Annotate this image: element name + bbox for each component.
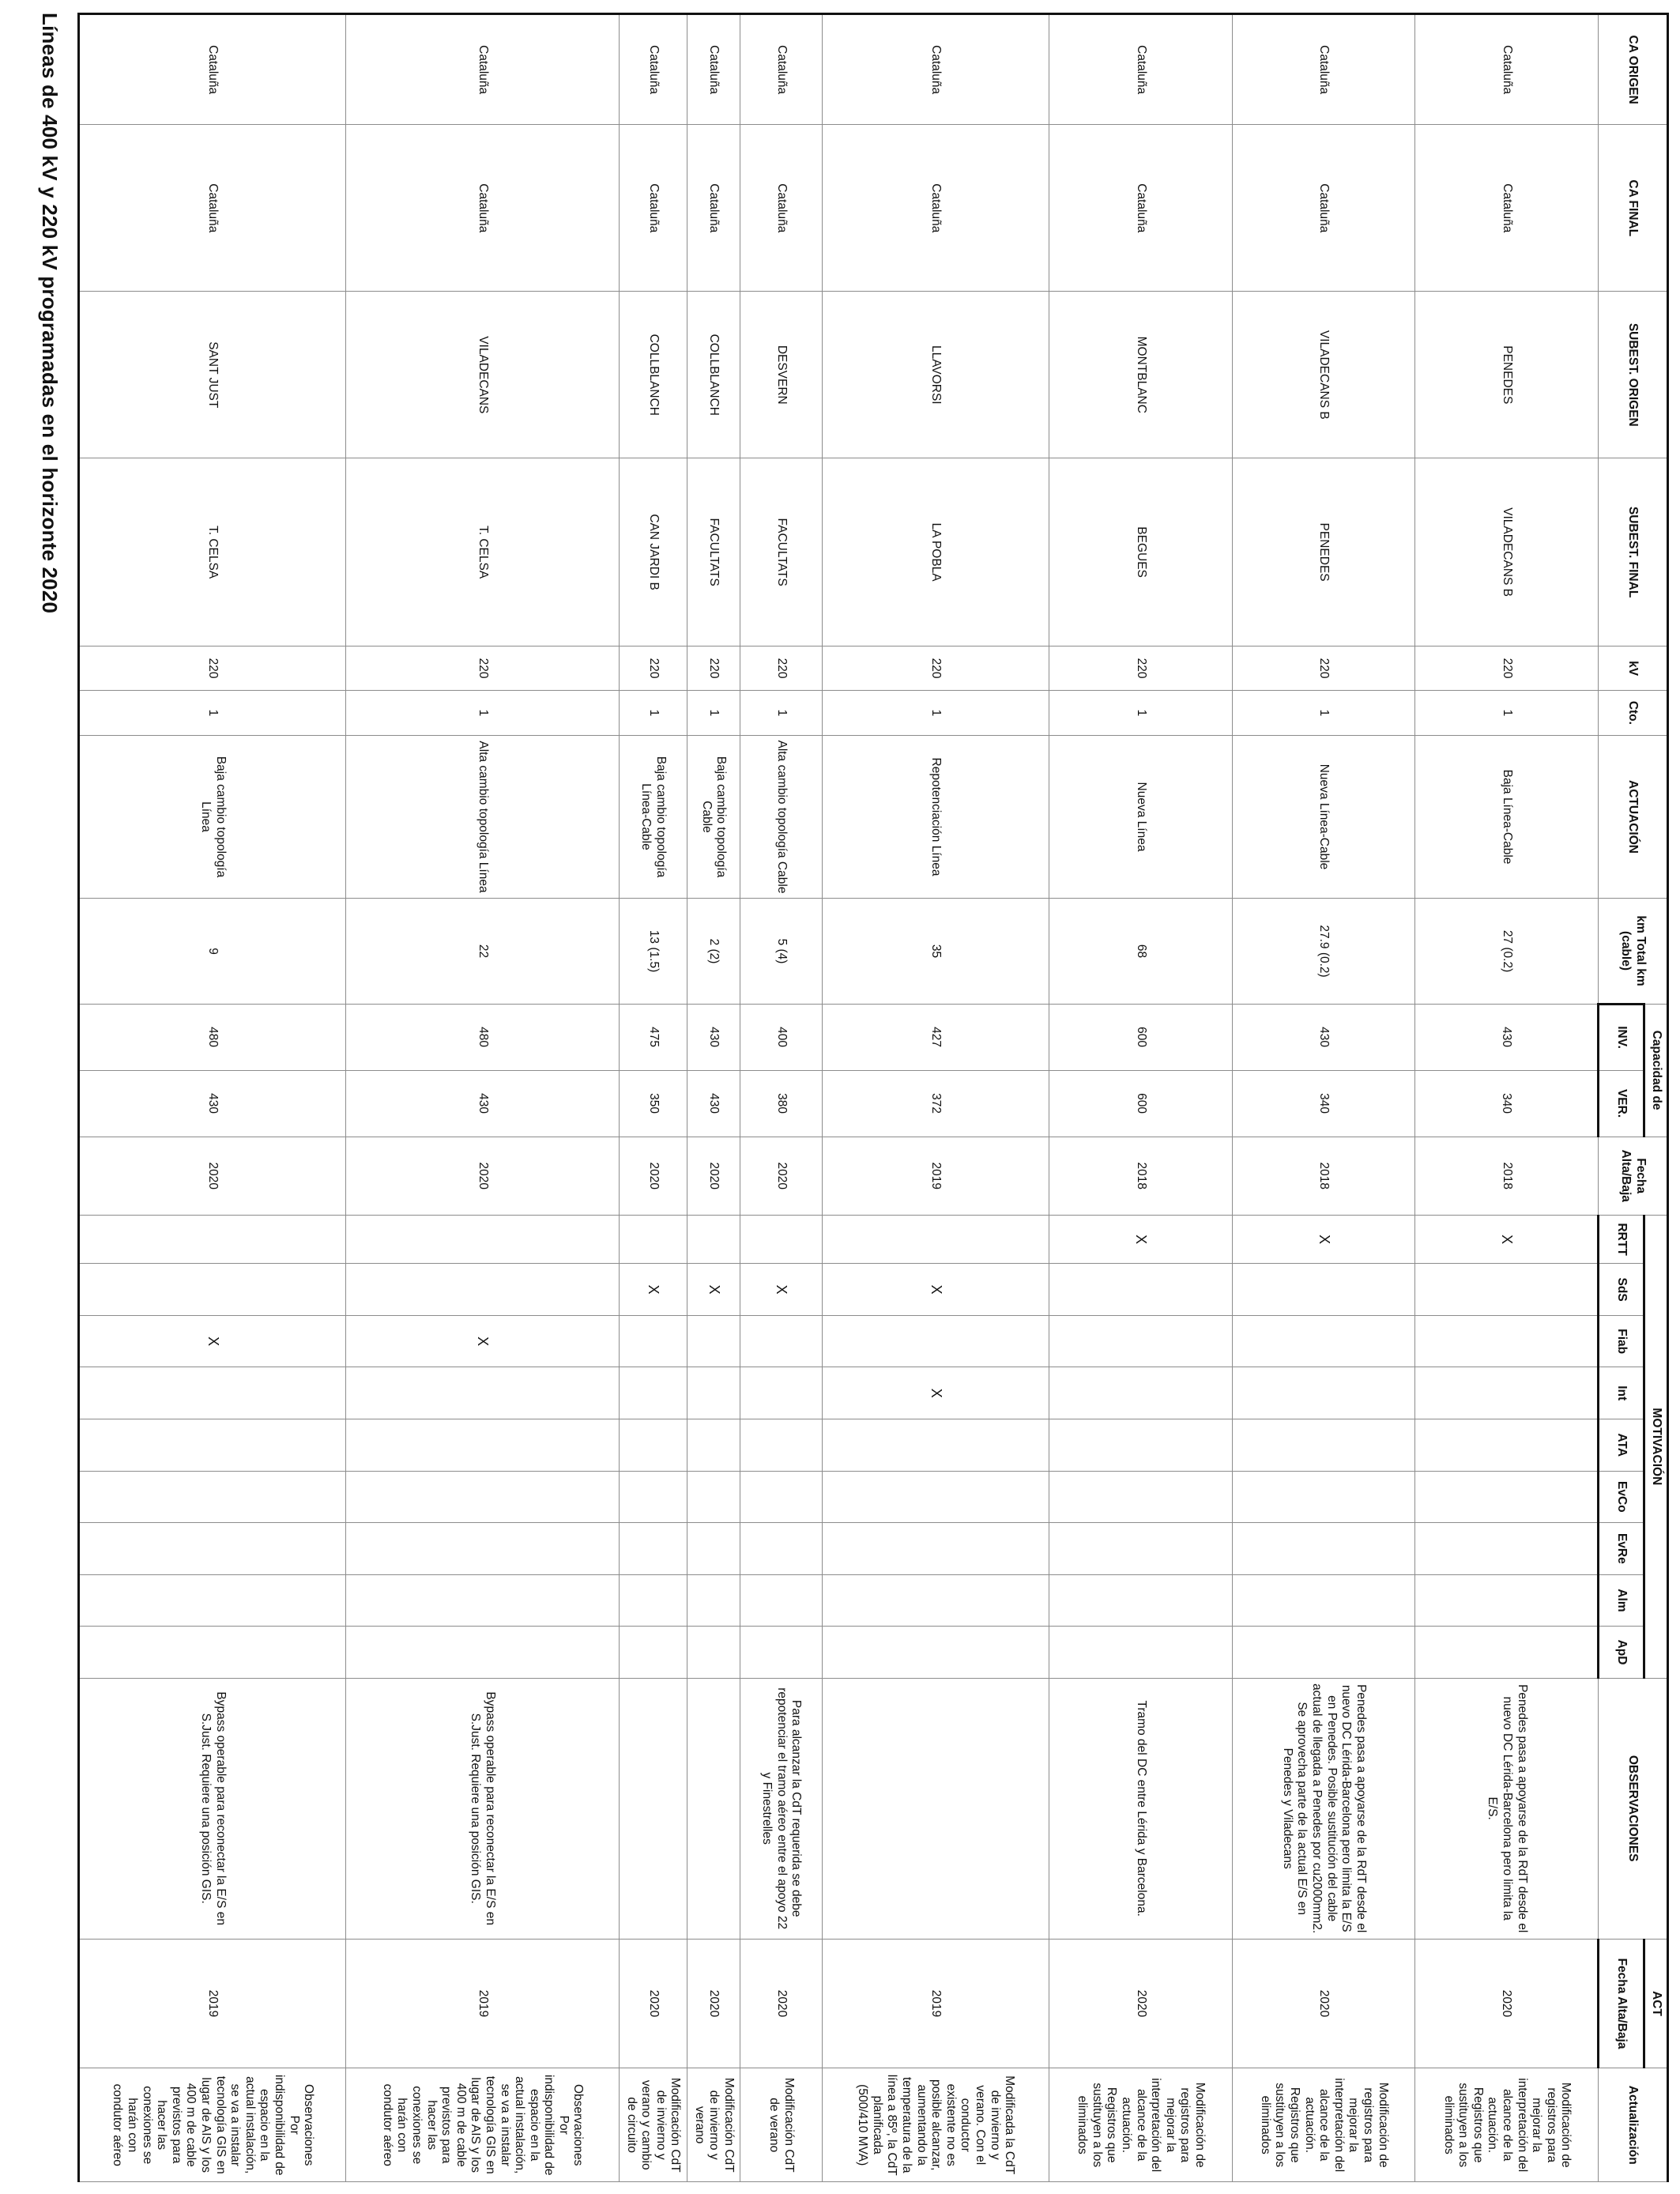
cell-subest-final: T. CELSA (79, 458, 346, 647)
cell-inv: 600 (1049, 1004, 1232, 1070)
cell-sds (1049, 1264, 1232, 1316)
col-evco: EvCo (1599, 1471, 1644, 1523)
col-ver: VER. (1599, 1070, 1644, 1137)
cell-act-fecha: 2019 (346, 1939, 619, 2068)
cell-cto: 1 (740, 691, 822, 735)
cell-ver: 340 (1232, 1070, 1415, 1137)
cell-rrtt: X (1232, 1215, 1415, 1263)
cell-rrtt: X (1049, 1215, 1232, 1263)
cell-rrtt (822, 1215, 1049, 1263)
col-kv: kV (1599, 646, 1668, 690)
cell-ver: 600 (1049, 1070, 1232, 1137)
cell-ca-origen: Cataluña (79, 14, 346, 125)
cell-kv: 220 (687, 646, 740, 690)
cell-act-fecha: 2019 (822, 1939, 1049, 2068)
cell-ca-origen: Cataluña (822, 14, 1049, 125)
cell-alm (822, 1574, 1049, 1627)
table-row (346, 14, 619, 2182)
cell-evco (740, 1471, 822, 1523)
cell-actuacion: Baja Línea-Cable (1415, 735, 1599, 899)
cell-km: 68 (1049, 899, 1232, 1004)
cell-evre (1415, 1523, 1599, 1575)
cell-evre (1049, 1523, 1232, 1575)
cell-actualizacion: Modificación de registros para mejorar la interpretación del alcance de la actuación. Registros que sustituyen a los eliminados (1415, 2068, 1599, 2182)
table-row (740, 14, 822, 2182)
cell-ata (346, 1419, 619, 1472)
cell-kv: 220 (619, 646, 687, 690)
cell-fiab (822, 1315, 1049, 1367)
col-act-fecha: Fecha Alta/Baja (1599, 1939, 1644, 2068)
cell-ver: 430 (687, 1070, 740, 1137)
cell-actuacion: Repotenciación Línea (822, 735, 1049, 899)
cell-subest-origen: COLLBLANCH (687, 292, 740, 458)
cell-subest-final: FACULTATS (687, 458, 740, 647)
cell-subest-final: PENEDES (1232, 458, 1415, 647)
cell-subest-final: LA POBLA (822, 458, 1049, 647)
cell-ata (740, 1419, 822, 1472)
cell-fiab (687, 1315, 740, 1367)
cell-actuacion: Baja cambio topología Línea-Cable (619, 735, 687, 899)
cell-ca-final: Cataluña (619, 125, 687, 292)
cell-rrtt (79, 1215, 346, 1263)
cell-fiab: X (79, 1315, 346, 1367)
cell-act-fecha: 2020 (1232, 1939, 1415, 2068)
col-fiab: Fiab (1599, 1315, 1644, 1367)
cell-act-fecha: 2020 (687, 1939, 740, 2068)
cell-ca-final: Cataluña (346, 125, 619, 292)
cell-sds (79, 1264, 346, 1316)
cell-actualizacion: Modificación CdT de invierno y verano y cambio de circuito (619, 2068, 687, 2182)
cell-sds: X (740, 1264, 822, 1316)
cell-int (1049, 1367, 1232, 1419)
cell-observaciones (619, 1678, 687, 1939)
cell-fecha: 2018 (1415, 1137, 1599, 1215)
cell-evre (687, 1523, 740, 1575)
cell-rrtt: X (1415, 1215, 1599, 1263)
col-group-act: ACT (1644, 1939, 1668, 2068)
cell-ca-origen: Cataluña (1232, 14, 1415, 125)
cell-fecha: 2020 (619, 1137, 687, 1215)
cell-act-fecha: 2020 (619, 1939, 687, 2068)
cell-km: 2 (2) (687, 899, 740, 1004)
cell-act-fecha: 2020 (740, 1939, 822, 2068)
cell-actualizacion: Modificación de registros para mejorar la interpretación del alcance de la actuación. Registros que sustituyen a los eliminados (1049, 2068, 1232, 2182)
cell-fecha: 2020 (346, 1137, 619, 1215)
cell-rrtt (346, 1215, 619, 1263)
cell-subest-final: BEGUES (1049, 458, 1232, 647)
cell-evco (1049, 1471, 1232, 1523)
col-ca-origen: CA ORIGEN (1599, 14, 1668, 125)
cell-km: 5 (4) (740, 899, 822, 1004)
col-subest-final: SUBEST. FINAL (1599, 458, 1668, 647)
cell-actualizacion: Modificación CdT de verano (740, 2068, 822, 2182)
cell-rrtt (740, 1215, 822, 1263)
cell-observaciones: Para alcanzar la CdT requerida se debe repotenciar el tramo aéreo entre el apoyo 22 y Finestrelles (740, 1678, 822, 1939)
cell-fecha: 2018 (1232, 1137, 1415, 1215)
cell-fiab (1415, 1315, 1599, 1367)
cell-kv: 220 (1415, 646, 1599, 690)
table-header (1599, 14, 1668, 2182)
cell-alm (687, 1574, 740, 1627)
cell-fecha: 2020 (687, 1137, 740, 1215)
cell-inv: 400 (740, 1004, 822, 1070)
cell-fecha: 2019 (822, 1137, 1049, 1215)
cell-act-fecha: 2019 (79, 1939, 346, 2068)
cell-fiab (1232, 1315, 1415, 1367)
cell-subest-final: CAN JARDI B (619, 458, 687, 647)
cell-km: 27 (0.2) (1415, 899, 1599, 1004)
col-evre: EvRe (1599, 1523, 1644, 1575)
cell-cto: 1 (619, 691, 687, 735)
col-cto: Cto. (1599, 691, 1668, 735)
cell-apd (346, 1627, 619, 1679)
col-actuacion: ACTUACIÓN (1599, 735, 1668, 899)
cell-observaciones: Penedes pasa a apoyarse de la RdT desde el nuevo DC Lérida-Barcelona pero limita la E/S en Penedes. Posible sustitución del cable actual de llegada a Penedes por cu2000mm2. Se aprovecha parte de la actual E/S en Penedes y Viladecans (1232, 1678, 1415, 1939)
cell-ca-final: Cataluña (1232, 125, 1415, 292)
cell-int (687, 1367, 740, 1419)
cell-observaciones (822, 1678, 1049, 1939)
table-row (822, 14, 1049, 2182)
cell-int: X (822, 1367, 1049, 1419)
cell-ca-origen: Cataluña (1049, 14, 1232, 125)
cell-ca-origen: Cataluña (346, 14, 619, 125)
cell-subest-origen: MONTBLANC (1049, 292, 1232, 458)
cell-actuacion: Baja cambio topología Cable (687, 735, 740, 899)
col-apd: ApD (1599, 1627, 1644, 1679)
cell-ata (1415, 1419, 1599, 1472)
cell-actualizacion: Modificada la CdT de invierno y verano. Con el conductor existente no es posible alcanzar, aumentando la temperatura de la línea a 85º, la CdT planificada (500/410 MVA) (822, 2068, 1049, 2182)
cell-apd (687, 1627, 740, 1679)
cell-int (1232, 1367, 1415, 1419)
table-row (1232, 14, 1415, 2182)
col-fecha: Fecha Alta/Baja (1599, 1137, 1668, 1215)
cell-subest-final: T. CELSA (346, 458, 619, 647)
cell-evco (1232, 1471, 1415, 1523)
cell-actualizacion: Modificación CdT de invierno y verano (687, 2068, 740, 2182)
cell-evre (346, 1523, 619, 1575)
cell-actualizacion: Modificación de registros para mejorar la interpretación del alcance de la actuación. Registros que sustituyen a los eliminados (1232, 2068, 1415, 2182)
cell-cto: 1 (1232, 691, 1415, 735)
cell-actuacion: Baja cambio topología Línea (79, 735, 346, 899)
cell-ca-origen: Cataluña (687, 14, 740, 125)
cell-fiab (619, 1315, 687, 1367)
cell-ca-final: Cataluña (1049, 125, 1232, 292)
cell-fiab (1049, 1315, 1232, 1367)
cell-observaciones (687, 1678, 740, 1939)
cell-km: 22 (346, 899, 619, 1004)
cell-sds (346, 1264, 619, 1316)
cell-km: 35 (822, 899, 1049, 1004)
cell-apd (1232, 1627, 1415, 1679)
cell-actuacion: Nueva Línea-Cable (1232, 735, 1415, 899)
cell-evco (619, 1471, 687, 1523)
table-body (79, 14, 1599, 2182)
cell-alm (1415, 1574, 1599, 1627)
cell-inv: 430 (1232, 1004, 1415, 1070)
cell-cto: 1 (346, 691, 619, 735)
cell-actuacion: Alta cambio topología Cable (740, 735, 822, 899)
cell-ata (619, 1419, 687, 1472)
lines-table (77, 13, 1669, 2182)
cell-kv: 220 (822, 646, 1049, 690)
col-sds: SdS (1599, 1264, 1644, 1316)
cell-subest-origen: PENEDES (1415, 292, 1599, 458)
cell-apd (740, 1627, 822, 1679)
cell-ver: 430 (79, 1070, 346, 1137)
cell-ata (687, 1419, 740, 1472)
table-row (1415, 14, 1599, 2182)
cell-subest-origen: LLAVORSI (822, 292, 1049, 458)
cell-inv: 480 (346, 1004, 619, 1070)
table-row (1049, 14, 1232, 2182)
cell-subest-origen: VILADECANS (346, 292, 619, 458)
cell-km: 13 (1.5) (619, 899, 687, 1004)
cell-subest-final: VILADECANS B (1415, 458, 1599, 647)
cell-subest-origen: VILADECANS B (1232, 292, 1415, 458)
cell-fecha: 2020 (740, 1137, 822, 1215)
cell-inv: 427 (822, 1004, 1049, 1070)
cell-ver: 372 (822, 1070, 1049, 1137)
col-int: Int (1599, 1367, 1644, 1419)
cell-ver: 350 (619, 1070, 687, 1137)
cell-cto: 1 (1415, 691, 1599, 735)
cell-kv: 220 (79, 646, 346, 690)
cell-int (1415, 1367, 1599, 1419)
cell-subest-origen: COLLBLANCH (619, 292, 687, 458)
cell-ca-final: Cataluña (740, 125, 822, 292)
cell-cto: 1 (822, 691, 1049, 735)
cell-actualizacion: Observaciones Por indisponibilidad de espacio en la actual instalación, se va a instalar tecnología GIS en lugar de AIS y los 400 m de cable previstos para hacer las conexiones se harán con condutor aéreo (346, 2068, 619, 2182)
cell-act-fecha: 2020 (1415, 1939, 1599, 2068)
cell-act-fecha: 2020 (1049, 1939, 1232, 2068)
cell-ata (822, 1419, 1049, 1472)
col-ata: ATA (1599, 1419, 1644, 1472)
cell-observaciones: Penedes pasa a apoyarse de la RdT desde el nuevo DC Lérida-Barcelona pero limita la E/S. (1415, 1678, 1599, 1939)
cell-sds: X (822, 1264, 1049, 1316)
cell-evco (346, 1471, 619, 1523)
cell-alm (619, 1574, 687, 1627)
cell-cto: 1 (1049, 691, 1232, 735)
cell-apd (1415, 1627, 1599, 1679)
cell-alm (346, 1574, 619, 1627)
col-inv: INV. (1599, 1004, 1644, 1070)
cell-int (346, 1367, 619, 1419)
cell-actuacion: Nueva Línea (1049, 735, 1232, 899)
cell-ata (1049, 1419, 1232, 1472)
cell-inv: 475 (619, 1004, 687, 1070)
col-group-capacidad: Capacidad de (1644, 1004, 1668, 1137)
document-title: Líneas de 400 kV y 220 kV programadas en el horizonte 2020 (38, 13, 62, 614)
cell-kv: 220 (1232, 646, 1415, 690)
cell-ca-final: Cataluña (1415, 125, 1599, 292)
table-row (79, 14, 346, 2182)
cell-km: 9 (79, 899, 346, 1004)
cell-evco (79, 1471, 346, 1523)
cell-evre (619, 1523, 687, 1575)
cell-km: 27.9 (0.2) (1232, 899, 1415, 1004)
cell-apd (619, 1627, 687, 1679)
cell-fecha: 2020 (79, 1137, 346, 1215)
cell-sds: X (687, 1264, 740, 1316)
cell-alm (740, 1574, 822, 1627)
cell-evre (740, 1523, 822, 1575)
cell-apd (79, 1627, 346, 1679)
cell-alm (79, 1574, 346, 1627)
cell-ca-final: Cataluña (687, 125, 740, 292)
cell-observaciones: Tramo del DC entre Lérida y Barcelona. (1049, 1678, 1232, 1939)
cell-kv: 220 (346, 646, 619, 690)
cell-inv: 430 (687, 1004, 740, 1070)
cell-actuacion: Alta cambio topología Línea (346, 735, 619, 899)
cell-cto: 1 (687, 691, 740, 735)
cell-evco (822, 1471, 1049, 1523)
cell-ca-final: Cataluña (79, 125, 346, 292)
table-row (687, 14, 740, 2182)
col-group-motivacion: MOTIVACIÓN (1644, 1215, 1668, 1678)
cell-inv: 430 (1415, 1004, 1599, 1070)
col-subest-origen: SUBEST. ORIGEN (1599, 292, 1668, 458)
cell-subest-final: FACULTATS (740, 458, 822, 647)
cell-fiab (740, 1315, 822, 1367)
cell-kv: 220 (1049, 646, 1232, 690)
cell-apd (1049, 1627, 1232, 1679)
cell-fecha: 2018 (1049, 1137, 1232, 1215)
cell-ca-final: Cataluña (822, 125, 1049, 292)
col-alm: Alm (1599, 1574, 1644, 1627)
cell-evco (687, 1471, 740, 1523)
cell-kv: 220 (740, 646, 822, 690)
col-km: km Total km (cable) (1599, 899, 1668, 1004)
col-rrtt: RRTT (1599, 1215, 1644, 1263)
cell-sds (1232, 1264, 1415, 1316)
cell-sds (1415, 1264, 1599, 1316)
cell-ata (79, 1419, 346, 1472)
col-actualizacion: Actualización (1599, 2068, 1668, 2182)
col-observaciones: OBSERVACIONES (1599, 1678, 1668, 1939)
table-row (619, 14, 687, 2182)
col-ca-final: CA FINAL (1599, 125, 1668, 292)
cell-int (619, 1367, 687, 1419)
cell-observaciones: Bypass operable para reconectar la E/S en S.Just. Requiere una posición GIS. (79, 1678, 346, 1939)
cell-ca-origen: Cataluña (740, 14, 822, 125)
cell-subest-origen: DESVERN (740, 292, 822, 458)
cell-ver: 380 (740, 1070, 822, 1137)
cell-evco (1415, 1471, 1599, 1523)
cell-ver: 340 (1415, 1070, 1599, 1137)
cell-sds: X (619, 1264, 687, 1316)
cell-inv: 480 (79, 1004, 346, 1070)
cell-int (79, 1367, 346, 1419)
cell-fiab: X (346, 1315, 619, 1367)
cell-ata (1232, 1419, 1415, 1472)
cell-rrtt (619, 1215, 687, 1263)
cell-evre (79, 1523, 346, 1575)
cell-alm (1232, 1574, 1415, 1627)
cell-ca-origen: Cataluña (1415, 14, 1599, 125)
cell-ca-origen: Cataluña (619, 14, 687, 125)
cell-evre (822, 1523, 1049, 1575)
cell-alm (1049, 1574, 1232, 1627)
cell-evre (1232, 1523, 1415, 1575)
cell-apd (822, 1627, 1049, 1679)
cell-observaciones: Bypass operable para reconectar la E/S en S.Just. Requiere una posición GIS. (346, 1678, 619, 1939)
cell-actualizacion: Observaciones Por indisponibilidad de espacio en la actual instalación, se va a instalar tecnología GIS en lugar de AIS y los 400 m de cable previstos para hacer las conexiones se harán con condutor aéreo (79, 2068, 346, 2182)
cell-subest-origen: SANT JUST (79, 292, 346, 458)
cell-cto: 1 (79, 691, 346, 735)
cell-int (740, 1367, 822, 1419)
cell-ver: 430 (346, 1070, 619, 1137)
cell-rrtt (687, 1215, 740, 1263)
